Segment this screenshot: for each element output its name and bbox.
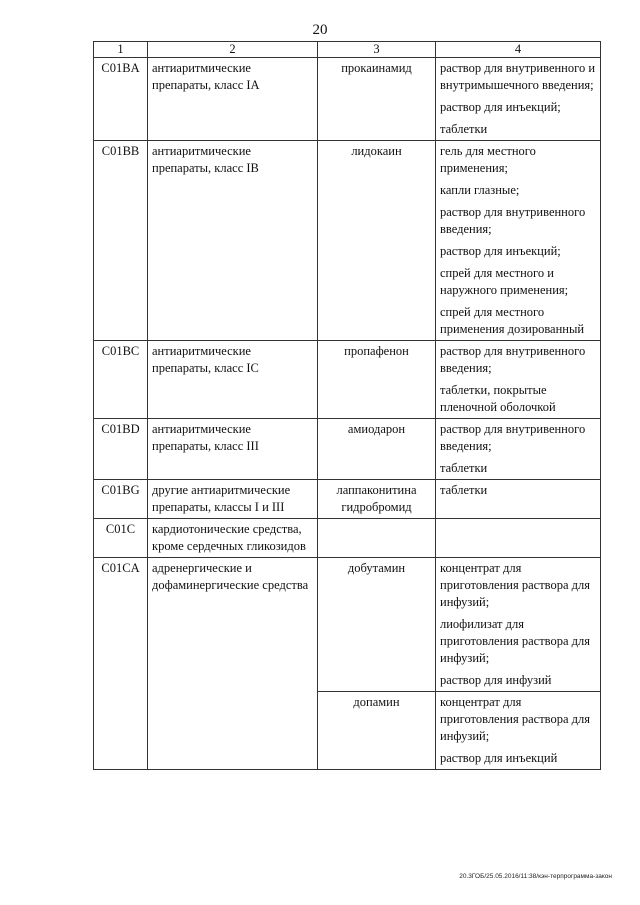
drug-name-cell: лаппаконитина гидробромид <box>318 480 436 519</box>
drug-name-cell: лидокаин <box>318 141 436 341</box>
drug-name-cell: прокаинамид <box>318 58 436 141</box>
dosage-forms-cell <box>436 692 601 770</box>
dosage-form: раствор для внутривенного введения; <box>440 422 586 453</box>
dosage-form: концентрат для приготовления раствора для инфузий; <box>440 695 590 743</box>
dosage-form: раствор для внутривенного введения; <box>440 344 586 375</box>
atc-code-cell: C01BC <box>94 341 148 419</box>
drug-name-cell: амиодарон <box>318 419 436 480</box>
dosage-form: капли глазные; <box>440 183 520 197</box>
drug-class-cell: антиаритмические препараты, класс IB <box>148 141 318 341</box>
drug-class-cell: другие антиаритмические препараты, классы I и III <box>148 480 318 519</box>
atc-code-cell: C01C <box>94 519 148 558</box>
drug-class-cell: антиаритмические препараты, класс III <box>148 419 318 480</box>
dosage-form: таблетки <box>440 483 488 497</box>
atc-code-cell: C01BB <box>94 141 148 341</box>
dosage-form: спрей для местного применения дозированный <box>440 305 585 336</box>
dosage-form: лиофилизат для приготовления раствора для инфузий; <box>440 617 590 665</box>
dosage-form: раствор для инъекций <box>440 751 558 765</box>
dosage-form: раствор для инфузий <box>440 673 552 687</box>
dosage-forms-cell <box>436 558 601 692</box>
dosage-forms-cell <box>436 480 601 519</box>
table-row <box>94 480 601 519</box>
header-row <box>94 42 601 58</box>
dosage-forms-cell <box>436 519 601 558</box>
column-header: 2 <box>148 42 318 58</box>
dosage-form: таблетки <box>440 122 488 136</box>
table-row <box>94 419 601 480</box>
table-row <box>94 519 601 558</box>
column-header: 4 <box>436 42 601 58</box>
drug-name-cell <box>318 519 436 558</box>
dosage-form: гель для местного применения; <box>440 144 536 175</box>
atc-code-cell: C01BD <box>94 419 148 480</box>
drug-name-cell: пропафенон <box>318 341 436 419</box>
atc-code-cell: C01BA <box>94 58 148 141</box>
dosage-form: раствор для внутривенного введения; <box>440 205 586 236</box>
drug-class-cell: адренергические и дофаминергические средства <box>148 558 318 770</box>
dosage-form: раствор для инъекций; <box>440 244 561 258</box>
drug-name-cell: добутамин <box>318 558 436 692</box>
column-header: 1 <box>94 42 148 58</box>
drug-class-cell: антиаритмические препараты, класс IC <box>148 341 318 419</box>
page-number: 20 <box>312 22 328 38</box>
drug-class-cell: кардиотонические средства, кроме сердечных гликозидов <box>148 519 318 558</box>
dosage-form: раствор для внутривенного и внутримышечного введения; <box>440 61 596 92</box>
dosage-form: спрей для местного и наружного применения; <box>440 266 569 297</box>
column-header: 3 <box>318 42 436 58</box>
dosage-forms-cell <box>436 341 601 419</box>
atc-code-cell: C01BG <box>94 480 148 519</box>
table-row <box>94 558 601 692</box>
dosage-forms-cell <box>436 58 601 141</box>
drug-table <box>93 41 601 770</box>
dosage-forms-cell <box>436 419 601 480</box>
document-footer: 20.3ГОБ/25.05.2016/11:38/кэн-терпрограмма-закон <box>459 873 612 880</box>
dosage-form: раствор для инъекций; <box>440 100 561 114</box>
drug-name-cell: допамин <box>318 692 436 770</box>
atc-code-cell: C01CA <box>94 558 148 770</box>
table-row <box>94 341 601 419</box>
dosage-form: концентрат для приготовления раствора для инфузий; <box>440 561 590 609</box>
dosage-form: таблетки, покрытые пленочной оболочкой <box>440 383 556 414</box>
dosage-forms-cell <box>436 141 601 341</box>
table-row <box>94 141 601 341</box>
dosage-form: таблетки <box>440 461 488 475</box>
drug-class-cell: антиаритмические препараты, класс IA <box>148 58 318 141</box>
table-row <box>94 58 601 141</box>
